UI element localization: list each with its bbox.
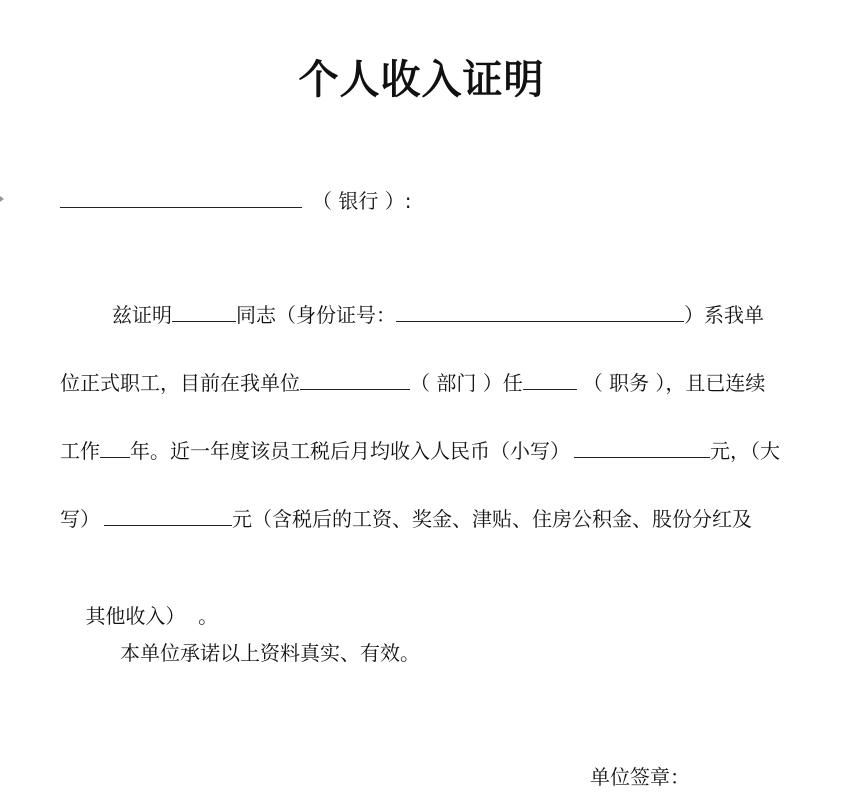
body-line-4-start: 写） [60, 507, 100, 531]
body-line-5-text: 其他收入） 。 [85, 604, 219, 628]
body-line-3 [60, 436, 780, 466]
body-line-1-mid: 同志（身份证号： [236, 303, 396, 327]
body-line-1-end: ）系我单 [684, 303, 764, 327]
id-number-blank [396, 301, 684, 322]
department-blank [300, 369, 410, 390]
position-blank [523, 369, 577, 390]
document-title: 个人收入证明 [298, 57, 545, 103]
body-line-2 [60, 368, 765, 398]
years-blank [100, 437, 130, 458]
commitment-line [120, 638, 420, 668]
income-uppercase-blank [104, 505, 232, 526]
body-line-3-end: 元，（大 [710, 439, 780, 463]
body-line-2-start: 位正式职工，目前在我单位 [60, 371, 300, 395]
body-line-4 [60, 504, 752, 534]
body-line-3-start: 工作 [60, 439, 100, 463]
commitment-text: 本单位承诺以上资料真实、有效。 [120, 641, 420, 665]
bank-name-blank [60, 187, 302, 208]
signature-label: 单位签章： [590, 765, 690, 789]
margin-marker [0, 196, 4, 202]
body-line-4-end: 元（含税后的工资、奖金、津贴、住房公积金、股份分红及 [232, 507, 752, 531]
body-line-2-end: （ 职务 ），且已连续 [582, 371, 766, 395]
body-line-1-start: 兹证明 [112, 303, 172, 327]
addressee-line [60, 186, 411, 216]
addressee-text: （ 银行 ）: [312, 189, 412, 213]
body-line-2-mid: （ 部门 ）任 [410, 371, 523, 395]
body-line-1 [112, 300, 764, 330]
body-line-3-mid: 年。近一年度该员工税后月均收入人民币（小写） [130, 439, 570, 463]
name-blank [172, 301, 236, 322]
income-lowercase-blank [574, 437, 710, 458]
signature-line [590, 762, 690, 792]
